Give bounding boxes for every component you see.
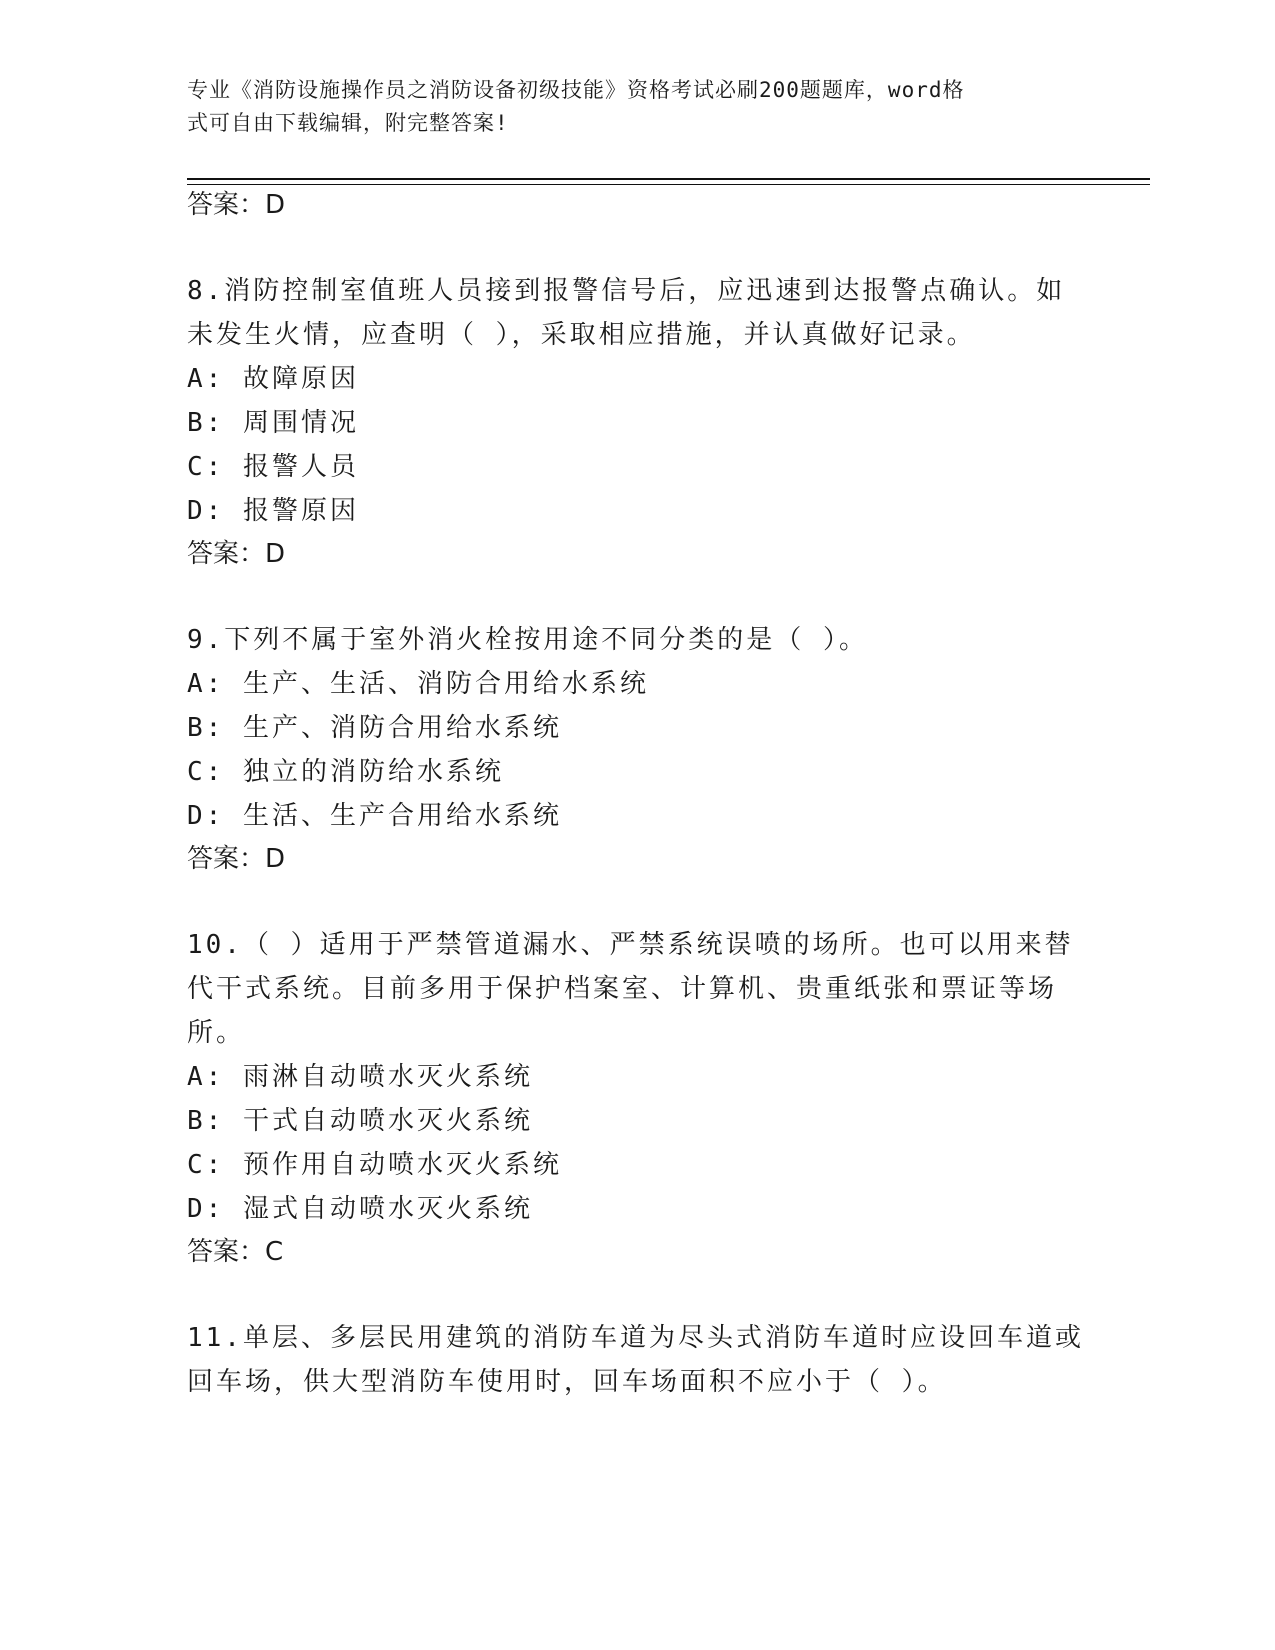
prev-answer: 答案：D	[187, 190, 286, 220]
q9-option-c: C: 独立的消防给水系统	[187, 757, 504, 787]
q8-text-line-2: 未发生火情，应查明（ ），采取相应措施，并认真做好记录。	[187, 320, 976, 350]
q9-answer: 答案：D	[187, 844, 286, 874]
q10-option-c: C: 预作用自动喷水灭火系统	[187, 1150, 562, 1180]
header-rule-thick	[187, 178, 1150, 180]
q10-answer: 答案：C	[187, 1237, 284, 1267]
q8-text-line-1: 8.消防控制室值班人员接到报警信号后，应迅速到达报警点确认。如	[187, 276, 1066, 306]
q10-text-line-1: 10.（ ）适用于严禁管道漏水、严禁系统误喷的场所。也可以用来替	[187, 930, 1074, 960]
q11-text-line-2: 回车场，供大型消防车使用时，回车场面积不应小于（ ）。	[187, 1367, 947, 1397]
q8-answer: 答案：D	[187, 539, 286, 569]
q8-option-d: D: 报警原因	[187, 496, 359, 526]
q9-option-d: D: 生活、生产合用给水系统	[187, 801, 562, 831]
q8-option-a: A: 故障原因	[187, 364, 359, 394]
header-rule-thin	[187, 184, 1150, 185]
q10-option-a: A: 雨淋自动喷水灭火系统	[187, 1062, 533, 1092]
q9-text-line-1: 9.下列不属于室外消火栓按用途不同分类的是（ ）。	[187, 625, 868, 655]
header-line-1: 专业《消防设施操作员之消防设备初级技能》资格考试必刷200题题库，word格	[187, 78, 965, 102]
q8-option-b: B: 周围情况	[187, 408, 359, 438]
q11-text-line-1: 11.单层、多层民用建筑的消防车道为尽头式消防车道时应设回车道或	[187, 1323, 1084, 1353]
q9-option-b: B: 生产、消防合用给水系统	[187, 713, 562, 743]
q9-option-a: A: 生产、生活、消防合用给水系统	[187, 669, 649, 699]
q10-text-line-3: 所。	[187, 1018, 246, 1048]
header-line-2: 式可自由下载编辑，附完整答案!	[187, 111, 509, 135]
q10-option-d: D: 湿式自动喷水灭火系统	[187, 1194, 533, 1224]
document-header	[187, 74, 1067, 140]
q10-text-line-2: 代干式系统。目前多用于保护档案室、计算机、贵重纸张和票证等场	[187, 974, 1058, 1004]
q8-option-c: C: 报警人员	[187, 452, 359, 482]
q10-option-b: B: 干式自动喷水灭火系统	[187, 1106, 533, 1136]
